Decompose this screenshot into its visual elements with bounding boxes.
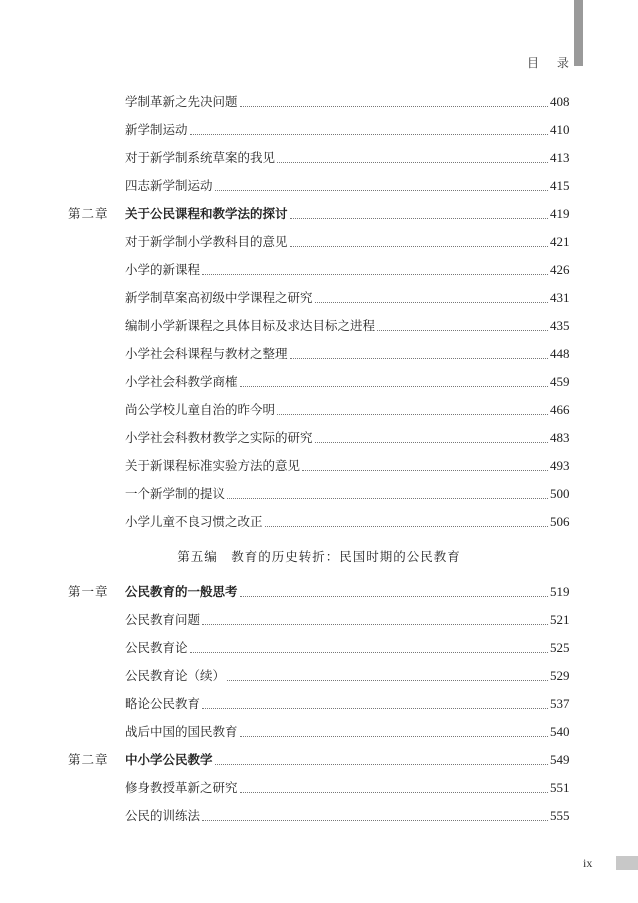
dot-leader — [215, 189, 548, 191]
entry-page-number: 555 — [550, 808, 570, 823]
part-heading: 第五编 教育的历史转折：民国时期的公民教育 — [177, 549, 461, 564]
entry-page-number: 549 — [550, 752, 570, 767]
entry-page-number: 408 — [550, 94, 570, 109]
entry-page-number: 519 — [550, 584, 570, 599]
toc-entry-row — [0, 693, 638, 715]
toc-chapter-row — [0, 749, 638, 771]
entry-title: 小学的新课程 — [125, 262, 201, 277]
dot-leader — [202, 819, 548, 821]
entry-page-number: 421 — [550, 234, 570, 249]
entry-title: 对于新学制小学教科目的意见 — [125, 234, 288, 249]
toc-entry-row — [0, 805, 638, 827]
entry-title: 学制革新之先决问题 — [125, 94, 238, 109]
entry-title: 一个新学制的提议 — [125, 486, 226, 501]
toc-entry-row — [0, 609, 638, 631]
entry-title: 关于新课程标准实验方法的意见 — [125, 458, 301, 473]
entry-page-number: 551 — [550, 780, 570, 795]
entry-title: 新学制运动 — [125, 122, 188, 137]
toc-entry-row — [0, 287, 638, 309]
dot-leader — [277, 161, 548, 163]
toc-chapter-row — [0, 203, 638, 225]
entry-page-number: 483 — [550, 430, 570, 445]
toc-entry-row — [0, 371, 638, 393]
toc-entry-row — [0, 665, 638, 687]
entry-title: 公民教育论 — [125, 640, 188, 655]
toc-chapter-row — [0, 581, 638, 603]
entry-title: 关于公民课程和教学法的探讨 — [125, 206, 288, 221]
entry-page-number: 435 — [550, 318, 570, 333]
entry-title: 公民教育的一般思考 — [125, 584, 238, 599]
entry-page-number: 431 — [550, 290, 570, 305]
entry-page-number: 410 — [550, 122, 570, 137]
toc-entry-row — [0, 147, 638, 169]
dot-leader — [227, 497, 548, 499]
entry-title: 小学社会科课程与教材之整理 — [125, 346, 288, 361]
running-head: 目 录 — [527, 56, 576, 70]
toc-entry-row — [0, 637, 638, 659]
entry-title: 略论公民教育 — [125, 696, 201, 711]
chapter-label: 第二章 — [68, 752, 109, 767]
entry-title: 编制小学新课程之具体目标及求达目标之进程 — [125, 318, 376, 333]
entry-page-number: 415 — [550, 178, 570, 193]
toc-entry-row — [0, 119, 638, 141]
entry-page-number: 500 — [550, 486, 570, 501]
entry-title: 中小学公民教学 — [125, 752, 213, 767]
entry-page-number: 419 — [550, 206, 570, 221]
entry-title: 小学儿童不良习惯之改正 — [125, 514, 263, 529]
dot-leader — [240, 385, 548, 387]
entry-title: 公民教育论（续） — [125, 668, 226, 683]
dot-leader — [290, 217, 548, 219]
chapter-label: 第一章 — [68, 584, 109, 599]
entry-title: 公民的训练法 — [125, 808, 201, 823]
entry-title: 四志新学制运动 — [125, 178, 213, 193]
toc-entry-row — [0, 231, 638, 253]
entry-title: 公民教育问题 — [125, 612, 201, 627]
toc-entry-row — [0, 315, 638, 337]
dot-leader — [227, 679, 548, 681]
dot-leader — [190, 133, 548, 135]
entry-title: 修身教授革新之研究 — [125, 780, 238, 795]
entry-page-number: 506 — [550, 514, 570, 529]
dot-leader — [240, 595, 548, 597]
entry-page-number: 448 — [550, 346, 570, 361]
toc-entry-row — [0, 483, 638, 505]
entry-title: 新学制草案高初级中学课程之研究 — [125, 290, 313, 305]
toc-entry-row — [0, 343, 638, 365]
dot-leader — [202, 273, 548, 275]
dot-leader — [302, 469, 548, 471]
entry-title: 小学社会科教材教学之实际的研究 — [125, 430, 313, 445]
dot-leader — [290, 245, 548, 247]
page-number: ix — [583, 856, 593, 870]
dot-leader — [290, 357, 548, 359]
dot-leader — [240, 105, 548, 107]
entry-page-number: 540 — [550, 724, 570, 739]
entry-title: 尚公学校儿童自治的昨今明 — [125, 402, 276, 417]
toc-entry-row — [0, 259, 638, 281]
dot-leader — [315, 441, 548, 443]
toc-entry-row — [0, 175, 638, 197]
dot-leader — [190, 651, 548, 653]
entry-title: 对于新学制系统草案的我见 — [125, 150, 276, 165]
entry-title: 小学社会科教学商榷 — [125, 374, 238, 389]
toc-entry-row — [0, 721, 638, 743]
entry-page-number: 426 — [550, 262, 570, 277]
toc-entry-row — [0, 455, 638, 477]
dot-leader — [277, 413, 548, 415]
dot-leader — [377, 329, 548, 331]
entry-page-number: 525 — [550, 640, 570, 655]
entry-page-number: 537 — [550, 696, 570, 711]
toc-entry-row — [0, 399, 638, 421]
dot-leader — [315, 301, 548, 303]
dot-leader — [202, 707, 548, 709]
entry-page-number: 466 — [550, 402, 570, 417]
dot-leader — [202, 623, 548, 625]
toc-entry-row — [0, 511, 638, 533]
entry-page-number: 529 — [550, 668, 570, 683]
entry-title: 战后中国的国民教育 — [125, 724, 238, 739]
toc-entry-row — [0, 427, 638, 449]
dot-leader — [265, 525, 548, 527]
toc-entry-row — [0, 91, 638, 113]
entry-page-number: 493 — [550, 458, 570, 473]
entry-page-number: 521 — [550, 612, 570, 627]
dot-leader — [240, 791, 548, 793]
dot-leader — [215, 763, 548, 765]
entry-page-number: 459 — [550, 374, 570, 389]
entry-page-number: 413 — [550, 150, 570, 165]
corner-tab — [616, 856, 638, 870]
chapter-label: 第二章 — [68, 206, 109, 221]
dot-leader — [240, 735, 548, 737]
toc-entry-row — [0, 777, 638, 799]
